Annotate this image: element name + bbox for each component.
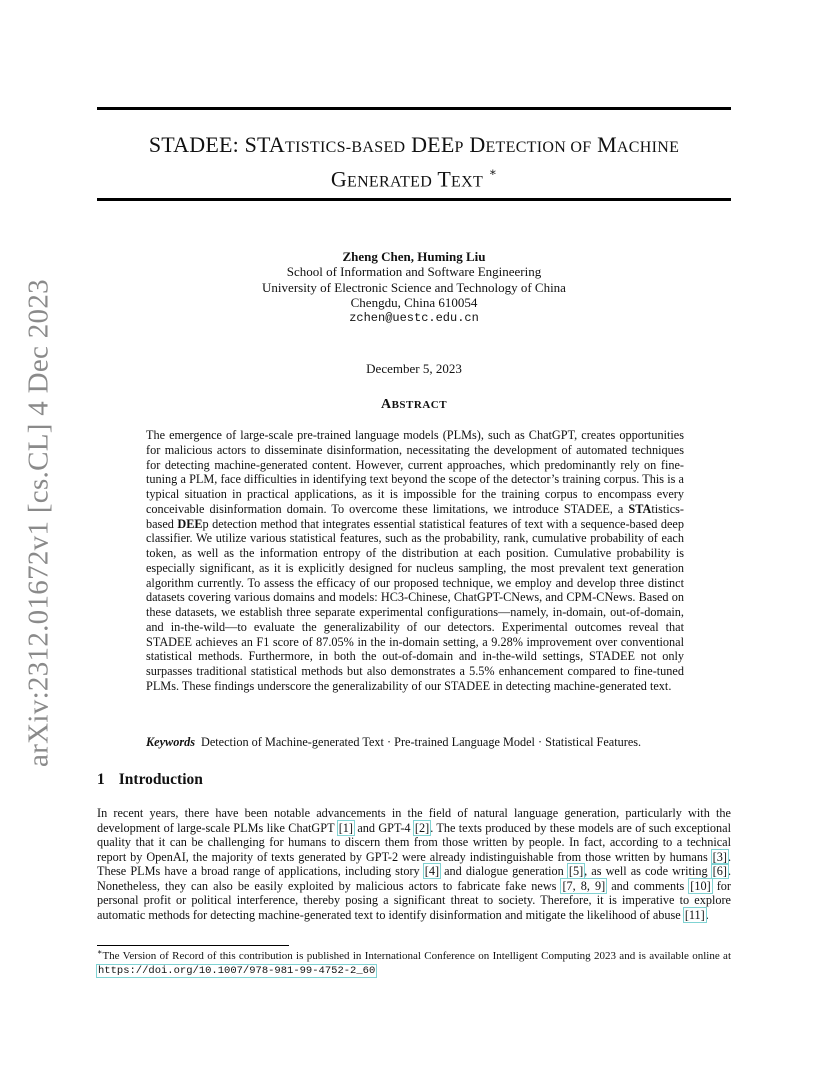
doi-link[interactable]: https://doi.org/10.1007/978-981-99-4752-2_60 — [98, 964, 376, 977]
paper-date: December 5, 2023 — [366, 361, 462, 376]
keywords-label: Keywords — [146, 735, 195, 749]
title-part: TISTICS-BASED — [285, 139, 406, 156]
citation-link[interactable]: [6] — [712, 864, 727, 879]
abstract-heading — [97, 397, 731, 413]
paragraph-text: and comments — [606, 878, 690, 893]
author-block — [97, 249, 731, 326]
title-part: EXT — [451, 173, 484, 191]
paragraph-text: and dialogue generation — [440, 864, 568, 879]
author-names: Zheng Chen, Huming Liu — [342, 249, 486, 264]
title-part: P — [454, 139, 464, 156]
title-rule-bottom — [97, 198, 731, 201]
citation-link[interactable]: [1] — [338, 820, 353, 835]
citation-link[interactable]: [11] — [684, 907, 705, 922]
paragraph-text: . The texts produced by these models are of such exceptional quality that it can be challenging for humans to discern them from those written by people. In fact, according to a technical report by OpenAI, the majority of texts generated by GPT-2 were already indistinguishable from those written by humans — [97, 820, 731, 864]
citation-link[interactable]: [4] — [424, 864, 440, 879]
keywords-text: Detection of Machine-generated Text · Pre-trained Language Model · Statistical Features. — [201, 735, 642, 749]
abstract-part: The emergence of large-scale pre-trained language models (PLMs), such as ChatGPT, creates opportunities for malicious actors to disseminate disinformation, necessitating the development of automated techniques for detecting machine-generated content. However, current approaches, which predominantly rely on fine-tuning a PLM, face difficulties in identifying text beyond the scope of the detector’s training corpus. This is a typical situation in practical applications, as it is impossible for the training corpus to encompass every conceivable disinformation domain. To overcome these limitations, we introduce STADEE, a — [146, 428, 684, 516]
abstract-text — [146, 428, 684, 694]
abstract-bold: STA — [628, 501, 652, 516]
author-university: University of Electronic Science and Technology of China — [262, 279, 566, 295]
title-part: D — [463, 132, 486, 157]
title-part: ETECTION OF — [485, 139, 592, 156]
abstract-heading-rest: BSTRACT — [391, 399, 448, 411]
section-number: 1 — [97, 771, 105, 788]
footnote-mark: ∗ — [97, 947, 103, 957]
paragraph-text: In recent years, there have been notable advancements in the field of natural language generation, particularly with the development of large-scale PLMs like ChatGPT — [97, 806, 731, 835]
section-title: Introduction — [118, 771, 203, 788]
citation-link[interactable]: [5] — [568, 864, 584, 879]
keywords — [146, 735, 684, 750]
citation-link[interactable]: [10] — [690, 878, 711, 893]
introduction-paragraph — [97, 806, 731, 922]
footnote-rule — [97, 945, 289, 946]
title-footnote-mark[interactable]: ∗ — [488, 165, 498, 179]
section-heading-introduction — [97, 771, 731, 789]
paper-title — [97, 131, 731, 195]
title-part: STADEE: STA — [148, 132, 286, 157]
paragraph-text: and GPT-4 — [353, 820, 414, 835]
title-part: DEE — [405, 132, 455, 157]
abstract-part: p detection method that integrates essential statistical features of text with a sequence-based deep classifier. We utilize various statistical features, such as the probability, rank, cumulative probability of each token, as well as the information entropy of the distribution at each position. Cumulative probability is especially significant, as it is explicitly designed for nucleus sampling, the most prevalent text generation algorithm currently. To assess the efficacy of our proposed technique, we employ and develop three distinct datasets covering various domains and models: HC3-Chinese, ChatGPT-CNews, and CPM-CNews. Based on these datasets, we establish three separate experimental configurations—namely, in-domain, out-of-domain, and in-the-wild—to evaluate the generalizability of our detectors. Experimental outcomes reveal that STADEE achieves an F1 score of 87.05% in the in-domain setting, a 9.28% improvement over conventional statistical methods. Furthermore, in both the out-of-domain and in-the-wild settings, STADEE not only surpasses traditional statistical methods but also demonstrates a 5.5% enhancement compared to fine-tuned PLMs. These findings underscore the generalizability of our STADEE in detecting machine-generated text. — [146, 516, 684, 693]
citation-link[interactable]: [2] — [414, 820, 430, 835]
title-line-2 — [97, 161, 731, 195]
title-part: ACHINE — [616, 139, 680, 156]
title-line-1 — [97, 131, 731, 161]
title-part: T — [432, 166, 452, 192]
author-city: Chengdu, China 610054 — [350, 295, 478, 311]
paragraph-text: . Nonetheless, they can also be easily exploited by malicious actors to fabricate fake news — [97, 864, 731, 893]
paragraph-text: . — [705, 907, 709, 922]
citation-link[interactable]: [3] — [712, 849, 727, 864]
footnote — [97, 947, 731, 978]
paragraph-text: for personal profit or political interference, thereby posing a significant threat to society. Therefore, it is imperative to explore automatic methods for detecting machine-generated text to identify disinformation and mitigate the likelihood of abuse — [97, 878, 731, 922]
paragraph-text: , as well as code writing — [584, 864, 712, 879]
arxiv-sidebar — [22, 279, 56, 767]
paragraph-text: . These PLMs have a broad range of applications, including story — [97, 849, 731, 879]
footnote-text: The Version of Record of this contribution is published in International Conference on Intelligent Computing 2023 and is available online at — [102, 950, 731, 962]
title-part: M — [591, 132, 617, 157]
title-rule-top — [97, 107, 731, 110]
abstract-heading-initial: A — [380, 397, 392, 412]
abstract-part: tistics-based — [146, 501, 684, 531]
citation-link[interactable]: [7, 8, 9] — [562, 878, 606, 893]
author-school: School of Information and Software Engineering — [286, 264, 542, 280]
author-email[interactable]: zchen@uestc.edu.cn — [349, 310, 479, 325]
title-part: G — [330, 166, 347, 192]
title-part: ENERATED — [347, 173, 433, 191]
arxiv-identifier: arXiv:2312.01672v1 [cs.CL] 4 Dec 2023 — [22, 279, 55, 767]
abstract-bold: DEE — [177, 516, 203, 531]
